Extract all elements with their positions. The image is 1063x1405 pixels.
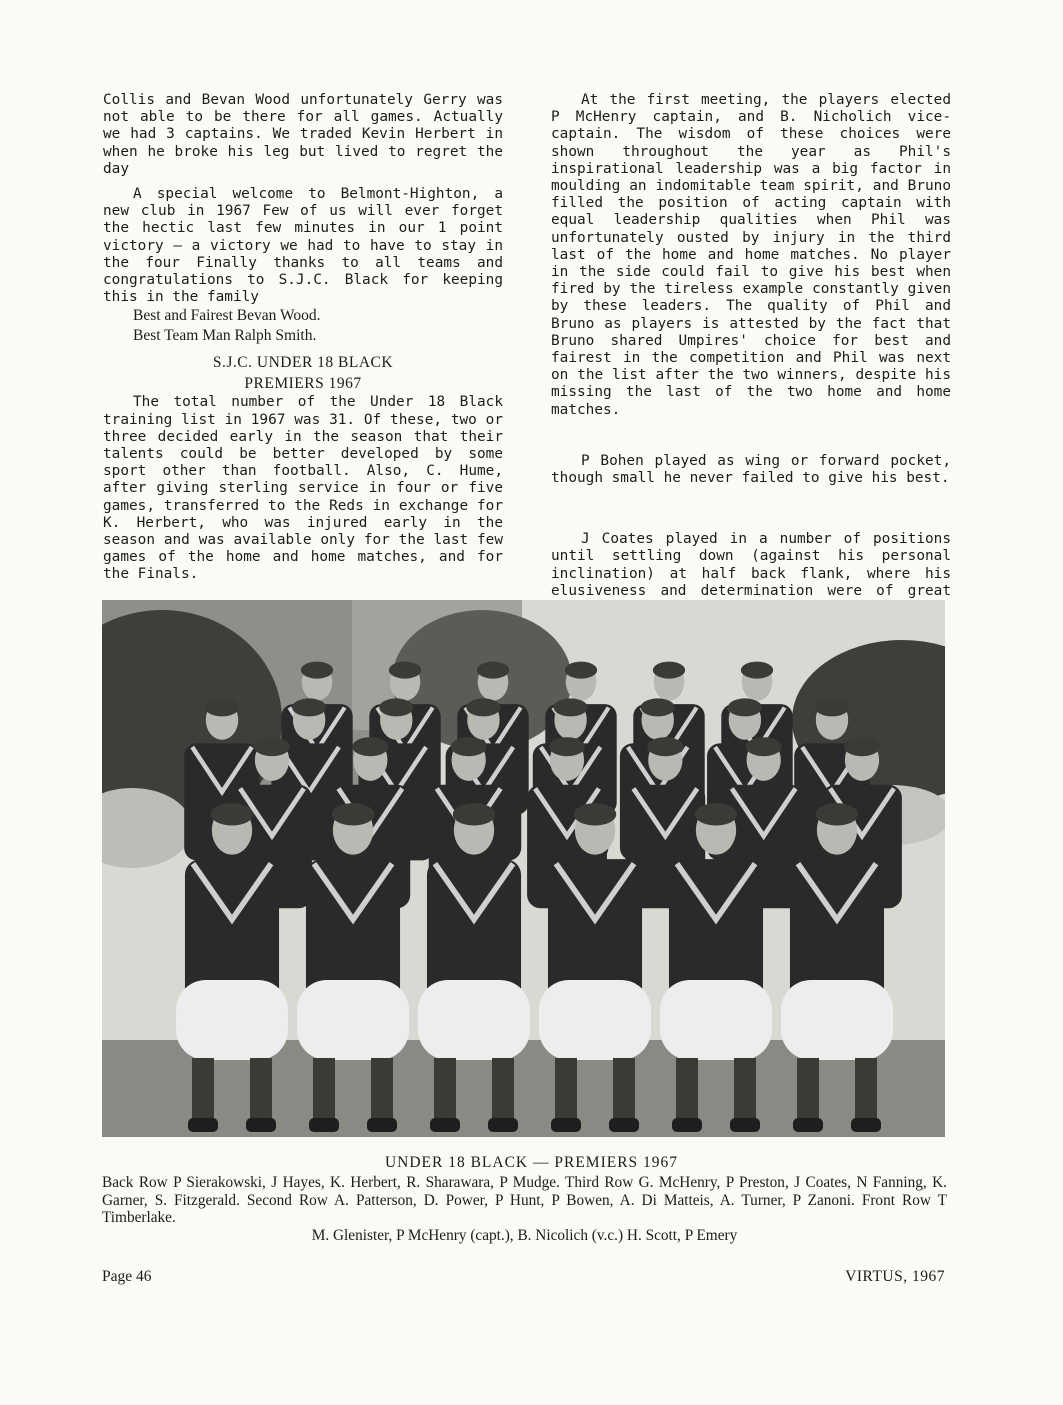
player-hair bbox=[477, 662, 509, 679]
left-paragraph-1: Collis and Bevan Wood unfortunately Gerry was not able to be there for all games. Actually we had 3 captains. We traded Kevin Herbert in when he broke his leg but lived to regret the day bbox=[103, 92, 503, 177]
player-hair bbox=[332, 803, 375, 825]
right-column bbox=[551, 92, 951, 617]
player-shorts bbox=[781, 980, 893, 1060]
player-boot-left bbox=[551, 1118, 581, 1132]
player-sock-right bbox=[734, 1058, 756, 1124]
photo-caption bbox=[102, 1174, 947, 1244]
player-hair bbox=[379, 698, 413, 716]
player-hair bbox=[466, 698, 500, 716]
player-hair bbox=[453, 803, 496, 825]
caption-names: Back Row P Sierakowski, J Hayes, K. Herbert, R. Sharawara, P Mudge. Third Row G. McHenry, P Preston, J Coates, N Fanning, K. Garner, S. Fitzgerald. Second Row A. Patterson, D. Power, P Hunt, P Bowen, A. Di Matteis, A. Turner, P Zanoni. Front Row T Timberlake. bbox=[102, 1174, 947, 1227]
player-hair bbox=[549, 737, 585, 756]
player-hair bbox=[553, 698, 587, 716]
player-hair bbox=[574, 803, 617, 825]
team-photo bbox=[102, 600, 945, 1137]
section-heading-line-2: PREMIERS 1967 bbox=[244, 375, 362, 393]
player-sock-left bbox=[434, 1058, 456, 1124]
player-sock-left bbox=[797, 1058, 819, 1124]
player-shorts bbox=[297, 980, 409, 1060]
player-hair bbox=[641, 698, 675, 716]
player-shorts bbox=[660, 980, 772, 1060]
player-boot-right bbox=[609, 1118, 639, 1132]
player-hair bbox=[389, 662, 421, 679]
section-heading-line-1: S.J.C. UNDER 18 BLACK bbox=[212, 354, 394, 372]
player-hair bbox=[352, 737, 388, 756]
page-number: Page 46 bbox=[102, 1268, 152, 1285]
left-paragraph-2: A special welcome to Belmont-Highton, a new club in 1967 Few of us will ever forget the hectic last few minutes in our 1 point victory — a victory we had to have to stay in the four Finally thanks to all teams and congratulations to S.J.C. Black for keeping this in the family bbox=[103, 186, 503, 306]
player-sock-right bbox=[855, 1058, 877, 1124]
player-hair bbox=[451, 737, 487, 756]
player-hair bbox=[695, 803, 738, 825]
player-boot-left bbox=[309, 1118, 339, 1132]
player-boot-left bbox=[430, 1118, 460, 1132]
player-hair bbox=[816, 803, 859, 825]
player-hair bbox=[205, 698, 239, 716]
player-sock-left bbox=[676, 1058, 698, 1124]
player-hair bbox=[741, 662, 773, 679]
player-shorts bbox=[176, 980, 288, 1060]
player-sock-left bbox=[555, 1058, 577, 1124]
player-hair bbox=[647, 737, 683, 756]
player-hair bbox=[254, 737, 290, 756]
player-shorts bbox=[418, 980, 530, 1060]
right-paragraph-2: P Bohen played as wing or forward pocket, though small he never failed to give his best. bbox=[551, 452, 951, 487]
player-boot-right bbox=[488, 1118, 518, 1132]
player-hair bbox=[211, 803, 254, 825]
player-hair bbox=[292, 698, 326, 716]
player-boot-right bbox=[367, 1118, 397, 1132]
player-hair bbox=[653, 662, 685, 679]
player-shorts bbox=[539, 980, 651, 1060]
player-sock-right bbox=[492, 1058, 514, 1124]
award-best-and-fairest: Best and Fairest Bevan Wood. bbox=[133, 307, 321, 325]
player-sock-right bbox=[250, 1058, 272, 1124]
team-photo-illustration bbox=[102, 600, 945, 1137]
right-paragraph-1: At the first meeting, the players elected P McHenry captain, and B. Nicholich vice-captain. The wisdom of these choices were shown throughout the year as Phil's inspirational leadership was a big factor in moulding an indomitable team spirit, and Bruno filled the position of acting captain with equal leadership qualities when Phil was unfortunately ousted by injury in the third last of the home and home matches. No player in the side could fail to give his best when fired by the tireless example constantly given by these leaders. The quality of Phil and Bruno as players is attested by the fact that Bruno shared Umpires' choice for best and fairest in the competition and Phil was next on the list after the two winners, despite his missing the last of the two home and home matches. bbox=[551, 92, 951, 418]
player-boot-left bbox=[672, 1118, 702, 1132]
player-boot-right bbox=[246, 1118, 276, 1132]
player-boot-left bbox=[793, 1118, 823, 1132]
caption-last-line: M. Glenister, P McHenry (capt.), B. Nicolich (v.c.) H. Scott, P Emery bbox=[311, 1226, 738, 1244]
player-hair bbox=[565, 662, 597, 679]
player-sock-right bbox=[613, 1058, 635, 1124]
player-sock-left bbox=[192, 1058, 214, 1124]
publication-name: VIRTUS, 1967 bbox=[845, 1268, 945, 1285]
award-best-team-man: Best Team Man Ralph Smith. bbox=[133, 327, 317, 345]
right-paragraph-3: J Coates played in a number of positions until settling down (against his personal inclination) at half back flank, where his elusiveness and determination were of great bbox=[551, 531, 951, 599]
left-column bbox=[103, 92, 503, 584]
player-sock-right bbox=[371, 1058, 393, 1124]
player-boot-right bbox=[730, 1118, 760, 1132]
player-sock-left bbox=[313, 1058, 335, 1124]
caption-title: UNDER 18 BLACK — PREMIERS 1967 bbox=[384, 1154, 679, 1171]
player-hair bbox=[746, 737, 782, 756]
player-hair bbox=[844, 737, 880, 756]
player-hair bbox=[728, 698, 762, 716]
player-boot-right bbox=[851, 1118, 881, 1132]
player-boot-left bbox=[188, 1118, 218, 1132]
section-heading bbox=[103, 352, 503, 394]
player-hair bbox=[301, 662, 333, 679]
left-paragraph-3: The total number of the Under 18 Black training list in 1967 was 31. Of these, two or three decided early in the season that their talents could be better developed by some sport other than football. Also, C. Hume, after giving sterling service in four or five games, transferred to the Reds in exchange for K. Herbert, who was injured early in the season and was available only for the last few games of the home and home matches, and for the Finals. bbox=[103, 394, 503, 583]
player-hair bbox=[815, 698, 849, 716]
